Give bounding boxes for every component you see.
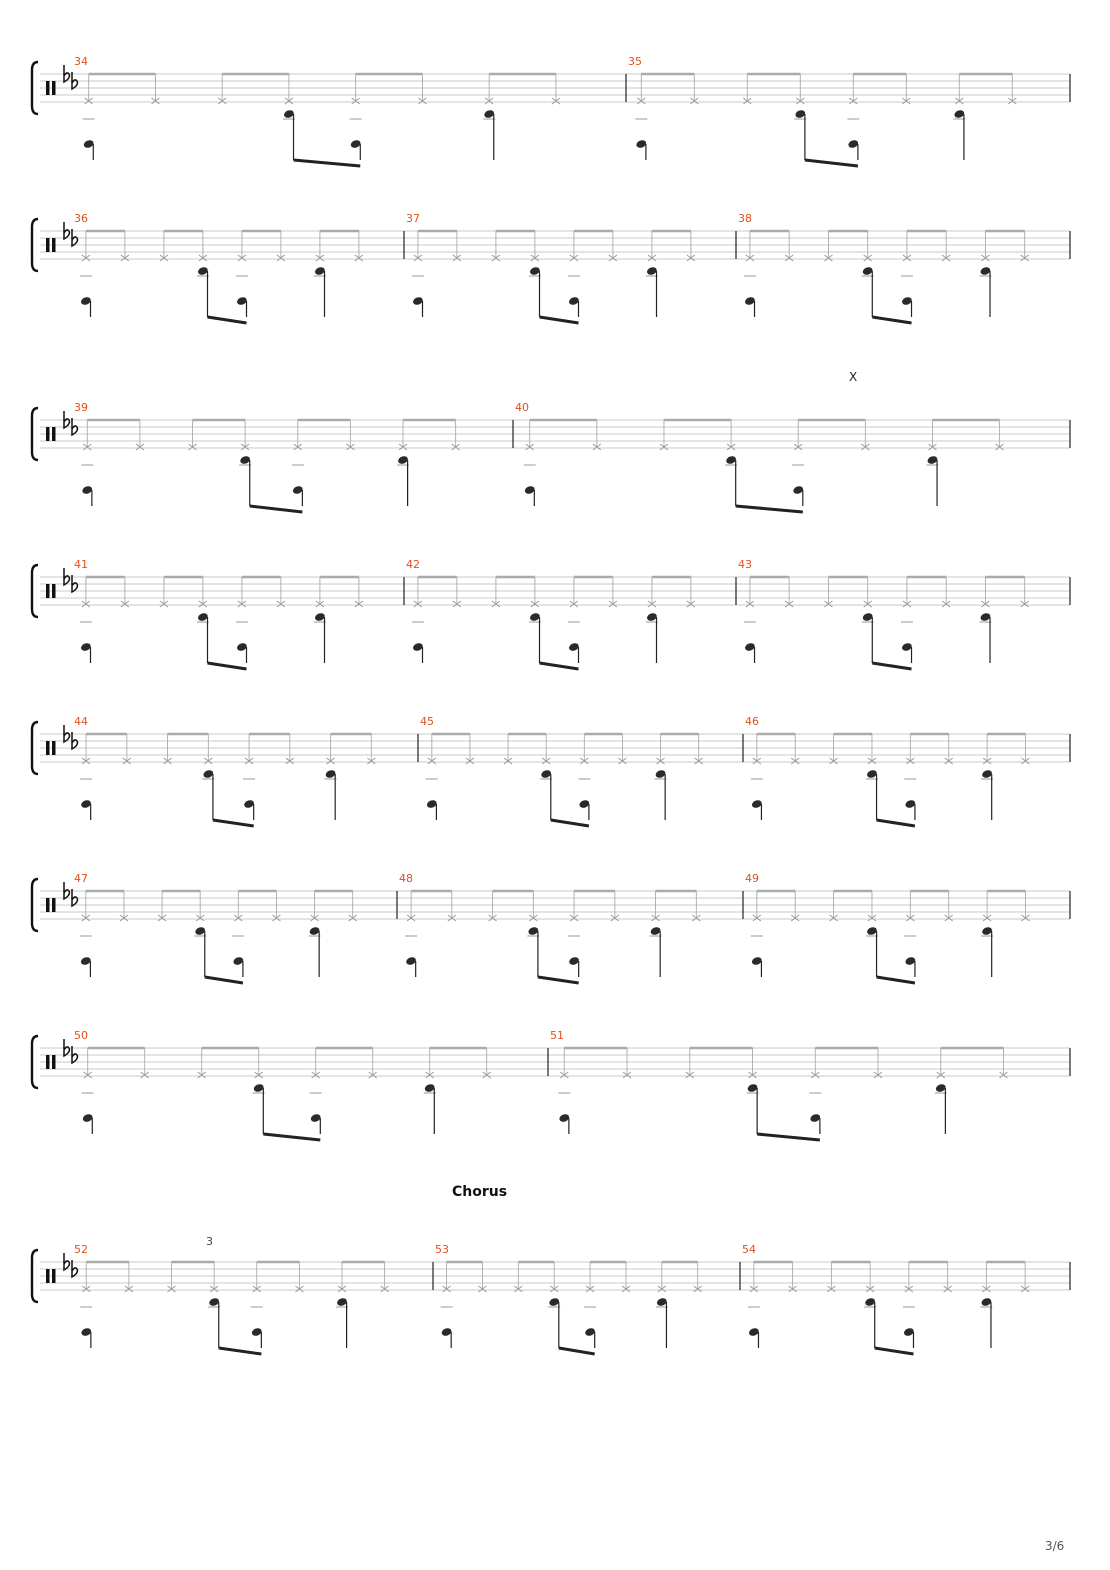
percussion-clef [52, 584, 56, 598]
measure-number: 54 [742, 1243, 756, 1256]
measure-number: 35 [628, 55, 642, 68]
measure-number: 53 [435, 1243, 449, 1256]
drum-beam [736, 506, 803, 512]
drum-beam [551, 820, 589, 826]
measure-number: 36 [74, 212, 88, 225]
system-bracket [32, 1036, 38, 1088]
drum-beam [540, 663, 579, 669]
system-4 [32, 558, 1070, 669]
percussion-clef [46, 238, 50, 252]
system-8 [32, 1243, 1070, 1354]
system-2 [32, 212, 1070, 323]
system-5 [32, 715, 1070, 826]
system-6 [32, 872, 1070, 983]
drum-beam [205, 977, 243, 983]
measure-number: 51 [550, 1029, 564, 1042]
percussion-clef [52, 898, 56, 912]
page-number: 3/6 [1045, 1539, 1065, 1553]
system-bracket [32, 722, 38, 774]
section-label-chorus: Chorus [452, 1184, 508, 1200]
drum-beam [805, 160, 858, 166]
percussion-clef [52, 1269, 56, 1283]
drum-beam [250, 506, 303, 512]
drum-beam [208, 317, 247, 323]
drum-beam [213, 820, 254, 826]
drum-beam [559, 1348, 595, 1354]
measure-number: 47 [74, 872, 88, 885]
measure-number: 48 [399, 872, 413, 885]
drum-beam [208, 663, 247, 669]
drum-beam [294, 160, 361, 166]
drum-beam [219, 1348, 262, 1354]
system-1 [32, 55, 1070, 166]
system-bracket [32, 408, 38, 460]
drum-beam [540, 317, 579, 323]
measure-number: 50 [74, 1029, 88, 1042]
tuplet-label: 3 [206, 1235, 213, 1248]
measure-number: 39 [74, 401, 88, 414]
percussion-clef [52, 427, 56, 441]
measure-number: 41 [74, 558, 88, 571]
percussion-clef [46, 741, 50, 755]
percussion-clef [52, 741, 56, 755]
percussion-clef [52, 1055, 56, 1069]
drum-beam [877, 977, 915, 983]
system-bracket [32, 62, 38, 114]
percussion-clef [46, 584, 50, 598]
drum-beam [538, 977, 579, 983]
x-mark: X [849, 370, 858, 384]
measure-number: 43 [738, 558, 752, 571]
measure-number: 37 [406, 212, 420, 225]
measure-number: 46 [745, 715, 759, 728]
measure-number: 40 [515, 401, 529, 414]
percussion-clef [52, 238, 56, 252]
measure-number: 45 [420, 715, 434, 728]
percussion-clef [46, 427, 50, 441]
percussion-clef [46, 81, 50, 95]
percussion-clef [46, 898, 50, 912]
drum-beam [263, 1134, 320, 1140]
measure-number: 38 [738, 212, 752, 225]
system-bracket [32, 219, 38, 271]
measure-number: 52 [74, 1243, 88, 1256]
drum-beam [875, 1348, 914, 1354]
system-bracket [32, 1250, 38, 1302]
drum-beam [872, 663, 911, 669]
drum-beam [757, 1134, 820, 1140]
percussion-clef [46, 1269, 50, 1283]
measure-number: 34 [74, 55, 88, 68]
drum-beam [872, 317, 911, 323]
percussion-clef [46, 1055, 50, 1069]
system-bracket [32, 565, 38, 617]
measure-number: 44 [74, 715, 88, 728]
system-3 [32, 401, 1070, 512]
measure-number: 49 [745, 872, 759, 885]
measure-number: 42 [406, 558, 420, 571]
drum-beam [877, 820, 915, 826]
percussion-clef [52, 81, 56, 95]
system-7 [32, 1029, 1070, 1140]
system-bracket [32, 879, 38, 931]
